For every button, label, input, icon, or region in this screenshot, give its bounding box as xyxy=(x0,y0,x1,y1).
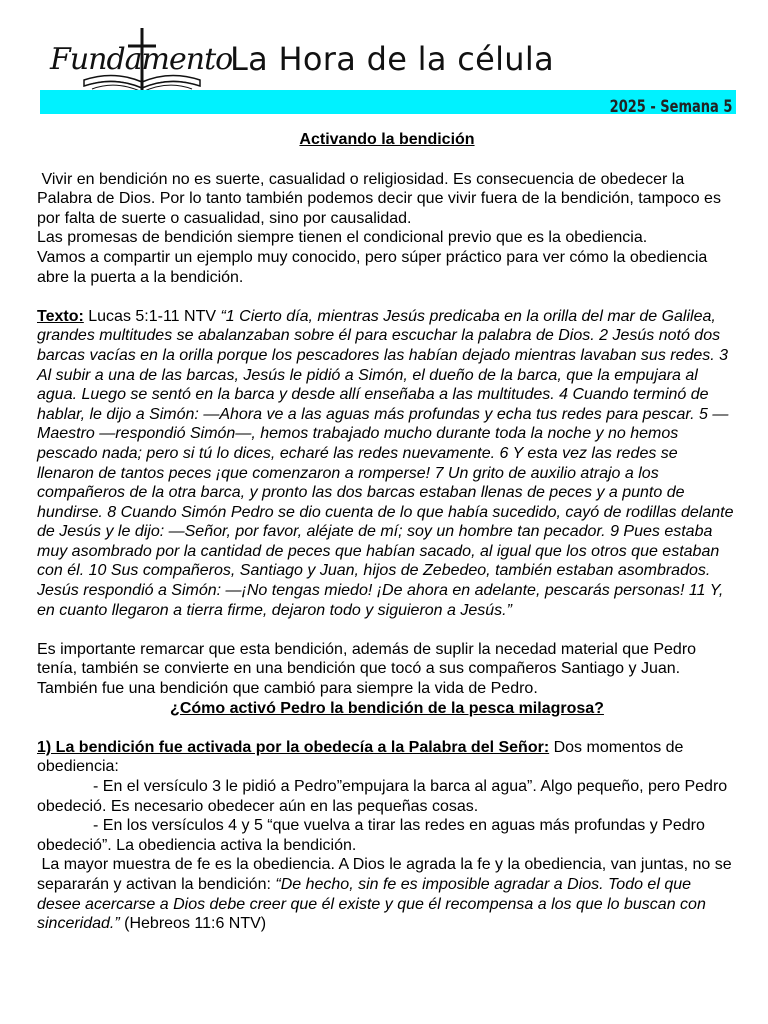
bullet-2: - En los versículos 4 y 5 “que vuelva a tirar las redes en aguas más profundas y Pedro obedeció”. La obediencia activa la bendición. xyxy=(37,817,705,854)
intro-paragraph-2: Las promesas de bendición siempre tienen el condicional previo que es la obediencia. xyxy=(37,229,648,247)
closing-quote: “De hecho, sin fe es imposible agradar a Dios. Todo el que desee acercarse a Dios debe creer que él existe y que él recompensa a los que lo buscan con sinceridad.” xyxy=(37,875,706,933)
closing-paragraph xyxy=(37,855,737,933)
point-1-paragraph xyxy=(37,738,737,777)
scripture-text: “1 Cierto día, mientras Jesús predicaba en la orilla del mar de Galilea, grandes multitudes se abalanzaban sobre él para escuchar la palabra de Dios. 2 Jesús notó dos barcas vacías en la orilla porque los pescadores las habían dejado mientras lavaban sus redes. 3 Al subir a una de las barcas, Jesús le pidió a Simón, el dueño de la barca, que la empujara al agua. Luego se sentó en la barca y desde allí enseñaba a las multitudes. 4 Cuando terminó de hablar, le dijo a Simón: —Ahora ve a las aguas más profundas y echa tus redes para pescar. 5 —Maestro —respondió Simón—, hemos trabajado mucho durante toda la noche y no hemos pescado nada; pero si tú lo dices, echaré las redes nuevamente. 6 Y esta vez las redes se llenaron de tantos peces ¡que comenzaron a romperse! 7 Un grito de auxilio atrajo a los compañeros de la otra barca, y pronto las dos barcas estaban llenas de peces y a punto de hundirse. 8 Cuando Simón Pedro se dio cuenta de lo que había sucedido, cayó de rodillas delante de Jesús y le dijo: —Señor, por favor, aléjate de mí; soy un hombre tan pecador. 9 Pues estaba muy asombrado por la cantidad de peces que habían sacado, al igual que los otros que estaban con él. 10 Sus compañeros, Santiago y Juan, hijos de Zebedeo, también estaban asombrados. Jesús respondió a Simón: —¡No tengas miedo! ¡De ahora en adelante, pescarás personas! 11 Y, en cuanto llegaron a tierra firme, dejaron todo y siguieron a Jesús.” xyxy=(37,307,734,619)
bullet-1: - En el versículo 3 le pidió a Pedro”empujara la barca al agua”. Algo pequeño, pero Pedro obedeció. Es necesario obedecer aún en las pequeñas cosas. xyxy=(37,778,728,815)
closing-reference: (Hebreos 11:6 NTV) xyxy=(119,915,267,933)
document-body xyxy=(37,130,737,934)
spacer xyxy=(37,620,737,640)
scripture-reference: Lucas 5:1-11 NTV xyxy=(83,307,221,325)
intro-paragraph-3: Vamos a compartir un ejemplo muy conocido, pero súper práctico para ver cómo la obediencia abre la puerta a la bendición. xyxy=(37,248,708,286)
page-title: La Hora de la célula xyxy=(230,40,554,78)
spacer xyxy=(37,287,737,307)
question-heading: ¿Cómo activó Pedro la bendición de la pesca milagrosa? xyxy=(170,699,604,717)
page-header xyxy=(0,0,768,118)
scripture-paragraph xyxy=(37,307,737,621)
remark-paragraph: Es importante remarcar que esta bendición, además de suplir la necedad material que Pedro tenía, también se convierte en una bendición que tocó a sus compañeros Santiago y Juan. También fue una bendición que cambió para siempre la vida de Pedro. xyxy=(37,640,697,698)
texto-label: Texto: xyxy=(37,307,84,325)
document-title: Activando la bendición xyxy=(299,131,475,148)
closing-text: La mayor muestra de fe es la obediencia. A Dios le agrada la fe y la obediencia, van juntas, no se separarán y activan la bendición: xyxy=(37,856,737,893)
point-1-tail: Dos momentos de obediencia: xyxy=(37,738,688,776)
point-1-heading: 1) La bendición fue activada por la obedecía a la Palabra del Señor: xyxy=(37,738,550,756)
logo-text: Fundamento xyxy=(50,42,233,77)
week-label: 2025 - Semana 5 xyxy=(609,97,732,117)
intro-paragraph-1: Vivir en bendición no es suerte, casualidad o religiosidad. Es consecuencia de obedecer la Palabra de Dios. Por lo tanto también podemos decir que vivir fuera de la bendición, tampoco es por falta de suerte o casualidad, sino por causalidad. xyxy=(37,170,726,227)
spacer xyxy=(37,718,737,738)
